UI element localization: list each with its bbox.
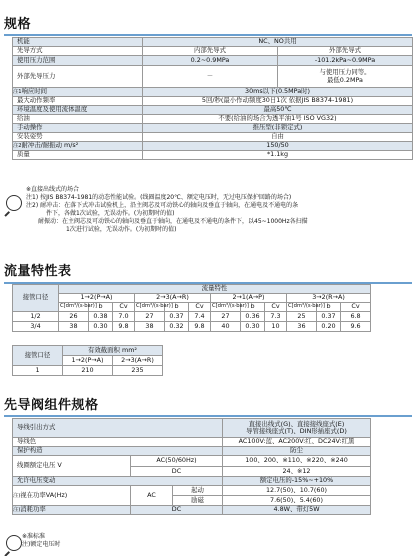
area-row-v2: 235: [113, 366, 163, 376]
fluctuation-value: 额定电压的-15%~+10%: [223, 477, 371, 486]
table-cell: 0.37: [317, 312, 341, 322]
ext-pilot-pressure-value: [278, 66, 413, 88]
spec-title-underline: [4, 34, 412, 36]
table-cell: 38: [135, 322, 165, 332]
spec-note-4: 耐振动：在主阀芯及可动铁心的轴向及垂直于轴向，在通电及不通电的条件下，以45~1000Hz各扫描: [38, 218, 308, 225]
flow-port-label: 接管口径: [13, 285, 59, 312]
shock-note: 注2: [13, 143, 22, 150]
pilot-valve-table: [12, 418, 371, 515]
spec-table: [12, 37, 413, 160]
manual-label: 手动操作: [13, 124, 143, 133]
table-cell: 0.38: [89, 312, 113, 322]
pressure-range-internal: 0.2~0.9MPa: [143, 56, 278, 66]
protection-value: 防尘: [223, 447, 371, 456]
flow-group-3: 3→2(R→A): [287, 294, 371, 303]
spec-notes: [26, 186, 308, 234]
table-cell: 0.30: [89, 322, 113, 332]
protection-label: 保护构造: [13, 447, 223, 456]
area-port-label: 接管口径: [13, 346, 63, 366]
flow-row-port: 1/2: [13, 312, 59, 322]
table-cell: 40: [211, 322, 241, 332]
table-cell: 26: [59, 312, 89, 322]
spec-note-1: 注1) 按JIS B8374-1981的动态性能试验。(线圈温度20℃、额定电压时，无过电压保护回路的场合): [26, 194, 292, 201]
area-header: 有效截面积 mm²: [63, 346, 163, 356]
model-label: 机能: [13, 38, 143, 47]
response-label: 响应时间: [21, 87, 48, 96]
consumption-label: 消耗功率: [20, 505, 46, 514]
apparent-label: 视在功率VA(Hz): [20, 490, 68, 499]
spec-note-2: 注2) 耐冲击：在落下式冲击试验机上，沿主阀芯及可动铁心的轴向及垂直于轴向，在通电及不通电的条: [26, 202, 299, 209]
ac-short: AC: [131, 486, 173, 506]
table-row: [13, 312, 371, 322]
consumption-label-cell: [13, 506, 131, 515]
table-cell: 27: [211, 312, 241, 322]
consumption-value: 4.8W、带灯5W: [223, 506, 371, 515]
color-label: 导线色: [13, 438, 223, 447]
flow-sub-cv: Cv: [265, 303, 287, 312]
table-cell: 27: [135, 312, 165, 322]
flow-group-1: 2→3(A→R): [135, 294, 211, 303]
mass-label: 质量: [13, 151, 143, 160]
max-freq-label: 最大动作频率: [13, 97, 143, 106]
manual-value: 推压型(非锁定式): [143, 124, 413, 133]
ext-pilot-pressure-line-1: 与使用压力同等。: [319, 68, 371, 77]
dc-value: 24、※12: [223, 467, 371, 477]
flow-sub-c: C[dm³/(s·bar)]: [211, 303, 241, 312]
area-row-port: 1: [13, 366, 63, 376]
pressure-range-label: 使用压力范围: [13, 56, 143, 66]
table-cell: 9.8: [189, 322, 211, 332]
flow-row-port: 3/4: [13, 322, 59, 332]
spec-note-3: 件下，各做1次试验，无误动作。(为初期时的值): [46, 210, 175, 217]
flow-sub-b: b: [165, 303, 189, 312]
flow-sub-cv: Cv: [113, 303, 135, 312]
table-cell: 0.32: [165, 322, 189, 332]
table-cell: 0.36: [241, 312, 265, 322]
ambient-label: 环境温度及使用流体温度: [13, 106, 143, 115]
pilot-valve-note-0: ※准标准: [22, 533, 46, 540]
wiring-value: [223, 419, 371, 438]
flow-table: [12, 284, 371, 332]
spec-title: 规格: [4, 17, 32, 32]
wiring-line-2: 导管接线座式(T)、DIN形插座式(D): [246, 427, 347, 435]
ext-pilot-pressure-label: 外部先导压力: [13, 66, 143, 88]
mass-value: *1.1kg: [143, 151, 413, 160]
max-freq-value: 5回/秒(最小作动频度30日1次 依据JIS B8374-1981): [143, 97, 413, 106]
pilot-label: 先导方式: [13, 47, 143, 56]
area-col-0: 1→2(P→A): [63, 356, 113, 366]
table-cell: 7.0: [113, 312, 135, 322]
pilot-valve-note-1: 注)额定电压时: [22, 540, 61, 548]
magnifier-icon: [6, 195, 22, 211]
area-col-1: 2→3(A→R): [113, 356, 163, 366]
color-value: AC100V:蓝、AC200V:红、DC24V:红黑: [223, 438, 371, 447]
lube-value: 不要(给油的场合为透平油1号 ISO VG32): [143, 115, 413, 124]
spec-note-5: 1次进行试验，无误动作。(为初期时的值): [66, 226, 177, 233]
model-value: NC、NO共用: [143, 38, 413, 47]
flow-sub-cv: Cv: [189, 303, 211, 312]
table-cell: 9.8: [113, 322, 135, 332]
apparent-label-cell: [13, 486, 131, 506]
internal-pilot: 内部先导式: [143, 47, 278, 56]
table-row: [13, 366, 163, 376]
holding-label: 励磁: [173, 496, 223, 506]
response-note: 注1: [13, 89, 22, 96]
flow-title: 流量特性表: [4, 264, 72, 279]
apparent-note: 注): [13, 492, 21, 499]
dc-short: DC: [131, 506, 223, 515]
flow-group-2: 2→1(A→P): [211, 294, 287, 303]
lube-label: 给油: [13, 115, 143, 124]
table-cell: 38: [59, 322, 89, 332]
flow-sub-cv: Cv: [341, 303, 371, 312]
flow-sub-b: b: [89, 303, 113, 312]
pressure-range-external: -101.2kPa~0.9MPa: [278, 56, 413, 66]
table-cell: 7.3: [265, 312, 287, 322]
flow-sub-c: C[dm³/(s·bar)]: [59, 303, 89, 312]
ac-label: AC(50/60Hz): [131, 456, 223, 467]
inrush-label: 起动: [173, 486, 223, 496]
consumption-note: 注): [13, 507, 21, 514]
spec-note-0: ※直接出线式的场合: [26, 186, 80, 193]
table-cell: 36: [287, 322, 317, 332]
area-table: [12, 345, 163, 376]
flow-sub-c: C[dm³/(s·bar)]: [135, 303, 165, 312]
mount-label: 安装姿势: [13, 133, 143, 142]
ext-pilot-pressure-line-2: 最低0.2MPa: [327, 75, 363, 84]
external-pilot: 外部先导式: [278, 47, 413, 56]
table-cell: 0.37: [165, 312, 189, 322]
pilot-valve-title-underline: [4, 415, 412, 417]
ac-value: 100、200、※110、※220、※240: [223, 456, 371, 467]
ambient-value: 最高50℃: [143, 106, 413, 115]
area-row-v1: 210: [63, 366, 113, 376]
flow-characteristics-label: 流量特性: [59, 285, 371, 294]
dc-label: DC: [131, 467, 223, 477]
shock-label: 耐冲击/耐振动 m/s²: [21, 141, 79, 150]
ext-pilot-pressure-dash: －: [143, 66, 278, 88]
response-value: 30ms以下(0.5MPa时): [143, 88, 413, 97]
table-cell: 25: [287, 312, 317, 322]
flow-sub-b: b: [241, 303, 265, 312]
wiring-label: 导线引出方式: [13, 419, 223, 438]
flow-sub-c: C[dm³/(s·bar)]: [287, 303, 317, 312]
mount-value: 自由: [143, 133, 413, 142]
shock-value: 150/50: [143, 142, 413, 151]
fluctuation-label: 允许电压变动: [13, 477, 223, 486]
table-row: [13, 322, 371, 332]
table-cell: 10: [265, 322, 287, 332]
pilot-valve-title: 先导阀组件规格: [4, 398, 99, 413]
table-cell: 6.8: [341, 312, 371, 322]
wiring-line-1: 直接出线式(G)、直接接线座式(E): [248, 419, 345, 428]
rated-voltage-label: 线圈额定电压 V: [13, 456, 131, 477]
table-cell: 0.30: [241, 322, 265, 332]
table-cell: 9.6: [341, 322, 371, 332]
inrush-value: 12.7(50)、10.7(60): [223, 486, 371, 496]
pilot-valve-notes: [22, 533, 60, 548]
flow-group-0: 1→2(P→A): [59, 294, 135, 303]
holding-value: 7.6(50)、5.4(60): [223, 496, 371, 506]
magnifier-icon: [6, 535, 22, 551]
table-cell: 7.4: [189, 312, 211, 322]
table-cell: 0.20: [317, 322, 341, 332]
flow-sub-b: b: [317, 303, 341, 312]
shock-label-cell: [13, 142, 143, 151]
